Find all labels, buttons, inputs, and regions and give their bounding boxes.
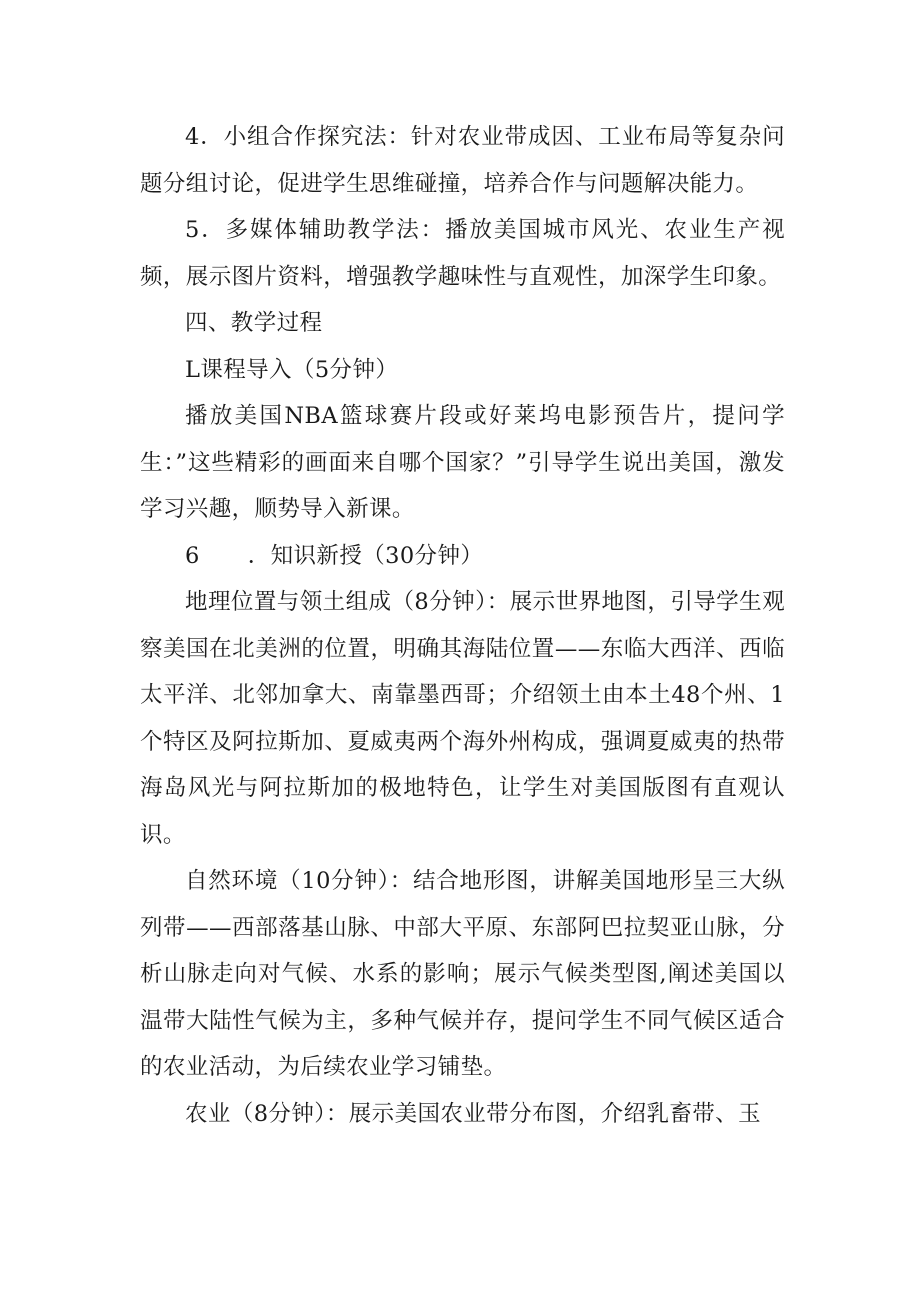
method-paragraph-5: 5．多媒体辅助教学法：播放美国城市风光、农业生产视频，展示图片资料，增强教学趣味性与直观性，加深学生印象。 [140, 217, 785, 290]
step-number: 6 [185, 542, 200, 569]
step-heading-new-knowledge [140, 533, 785, 580]
knowledge-paragraph-location: 地理位置与领土组成（8分钟）：展示世界地图，引导学生观察美国在北美洲的位置，明确其海陆位置——东临大西洋、西临太平洋、北邻加拿大、南靠墨西哥；介绍领土由本土48个州、1个特区及阿拉斯加、夏威夷两个海外州构成，强调夏威夷的热带海岛风光与阿拉斯加的极地特色，让学生对美国版图有直观认识。 [140, 589, 785, 848]
method-paragraph-4: 4．小组合作探究法：针对农业带成因、工业布局等复杂问题分组讨论，促进学生思维碰撞，培养合作与问题解决能力。 [140, 124, 785, 197]
knowledge-paragraph-agriculture: 农业（8分钟）：展示美国农业带分布图，介绍乳畜带、玉 [185, 1100, 761, 1127]
document-body [140, 114, 785, 1137]
step-paragraph-course-intro: 播放美国NBA篮球赛片段或好莱坞电影预告片，提问学生：”这些精彩的画面来自哪个国家？”引导学生说出美国，激发学习兴趣，顺势导入新课。 [140, 403, 785, 522]
step-heading-course-intro: L课程导入（5分钟） [185, 356, 399, 383]
step-title: ．知识新授（30分钟） [247, 542, 484, 569]
knowledge-paragraph-environment: 自然环境（10分钟）：结合地形图，讲解美国地形呈三大纵列带——西部落基山脉、中部大平原、东部阿巴拉契亚山脉，分析山脉走向对气候、水系的影响；展示气候类型图,阐述美国以温带大陆性气候为主，多种气候并存，提问学生不同气候区适合的农业活动，为后续农业学习铺垫。 [140, 868, 785, 1080]
section-heading-teaching-process: 四、教学过程 [185, 310, 323, 336]
